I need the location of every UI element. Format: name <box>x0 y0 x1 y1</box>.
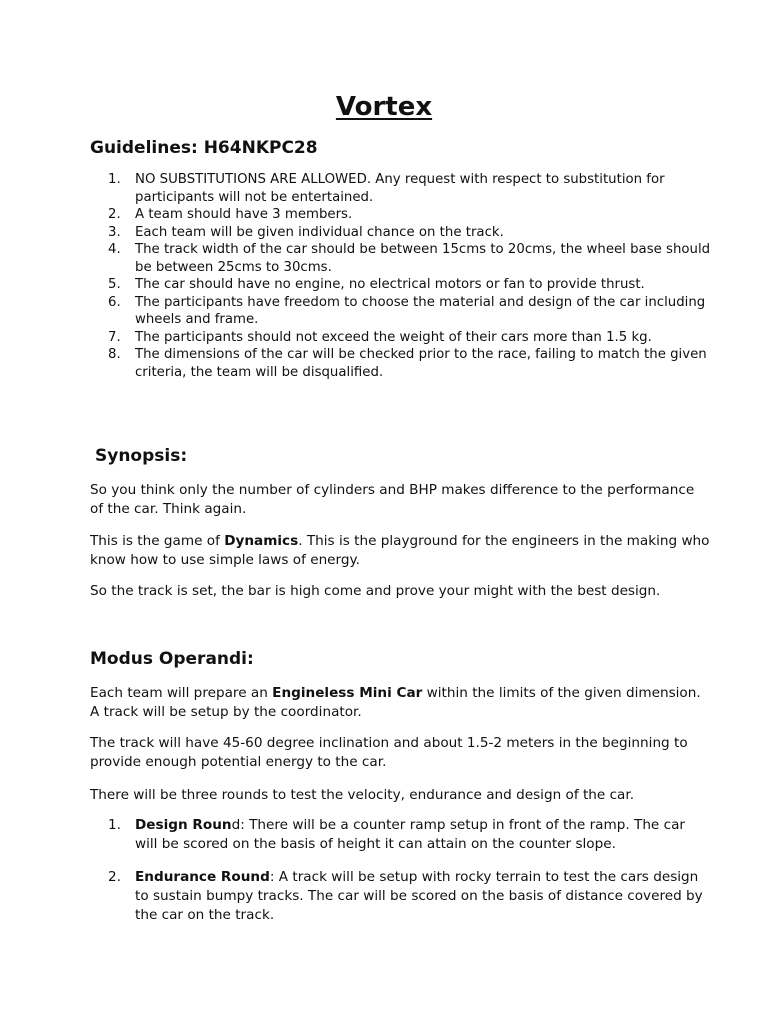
list-item-text: The track width of the car should be between 15cms to 20cms, the wheel base should be between 25cms to 30cms. <box>135 242 711 275</box>
modus-paragraph-3: There will be three rounds to test the velocity, endurance and design of the car. <box>90 787 635 803</box>
synopsis-paragraph-2 <box>90 532 710 570</box>
list-number: 6. <box>108 294 121 310</box>
round-description: : A track will be setup with rocky terrain to test the cars design to sustain bumpy tracks. The car will be scored on the basis of distance covered by the car on the track. <box>135 869 703 923</box>
list-number: 1. <box>108 172 121 187</box>
list-number: 4. <box>108 242 121 257</box>
list-item <box>108 224 728 242</box>
list-item <box>108 816 708 854</box>
modus-paragraph-2: The track will have 45-60 degree inclination and about 1.5-2 meters in the beginning to provide enough potential energy to the car. <box>90 735 688 770</box>
list-item <box>108 276 728 294</box>
list-item <box>108 868 708 925</box>
bold-term: Engineless Mini Car <box>272 685 423 701</box>
list-item <box>108 241 728 276</box>
list-item <box>108 171 728 206</box>
round-name: Design Roun <box>135 817 232 833</box>
list-item-text: The participants have freedom to choose the material and design of the car including wheels and frame. <box>135 294 706 327</box>
synopsis-paragraph-1: So you think only the number of cylinders and BHP makes difference to the performance of the car. Think again. <box>90 482 695 517</box>
list-number: 8. <box>108 347 121 362</box>
synopsis-heading: Synopsis: <box>95 446 188 466</box>
text-run: This is the game of <box>90 533 225 549</box>
text-run: within the limits of the given dimension. A track will be setup by the coordinator. <box>90 685 701 720</box>
list-item-text: The participants should not exceed the weight of their cars more than 1.5 kg. <box>135 329 652 345</box>
modus-paragraph-1 <box>90 684 710 722</box>
list-number: 1. <box>108 817 121 833</box>
list-number: 7. <box>108 329 121 345</box>
list-number: 5. <box>108 277 121 292</box>
list-item-text: A team should have 3 members. <box>135 207 353 222</box>
guidelines-heading: Guidelines: H64NKPC28 <box>90 138 318 158</box>
text-run: . This is the playground for the engineers in the making who know how to use simple laws of energy. <box>90 533 710 568</box>
document-title: Vortex <box>335 92 433 122</box>
guidelines-list <box>108 171 728 381</box>
list-item-text: The dimensions of the car will be checked prior to the race, failing to match the given criteria, the team will be disqualified. <box>135 347 707 380</box>
list-item <box>108 294 728 329</box>
list-item <box>108 206 728 224</box>
round-description: d: There will be a counter ramp setup in front of the ramp. The car will be scored on the basis of height it can attain on the counter slope. <box>135 817 686 852</box>
list-number: 2. <box>108 207 121 222</box>
list-item <box>108 329 728 347</box>
bold-term: Dynamics <box>224 533 299 549</box>
list-item-text: NO SUBSTITUTIONS ARE ALLOWED. Any request with respect to substitution for participants will not be entertained. <box>135 172 665 205</box>
modus-operandi-heading: Modus Operandi: <box>90 649 254 669</box>
text-run: Each team will prepare an <box>90 685 273 701</box>
list-number: 2. <box>108 869 121 885</box>
list-item-text: The car should have no engine, no electrical motors or fan to provide thrust. <box>135 277 645 292</box>
list-number: 3. <box>108 224 121 240</box>
list-item <box>108 346 728 381</box>
list-item-text: Each team will be given individual chance on the track. <box>135 224 504 240</box>
rounds-list <box>108 816 708 939</box>
round-name: Endurance Round <box>135 869 270 885</box>
synopsis-paragraph-3: So the track is set, the bar is high come and prove your might with the best design. <box>90 583 661 599</box>
